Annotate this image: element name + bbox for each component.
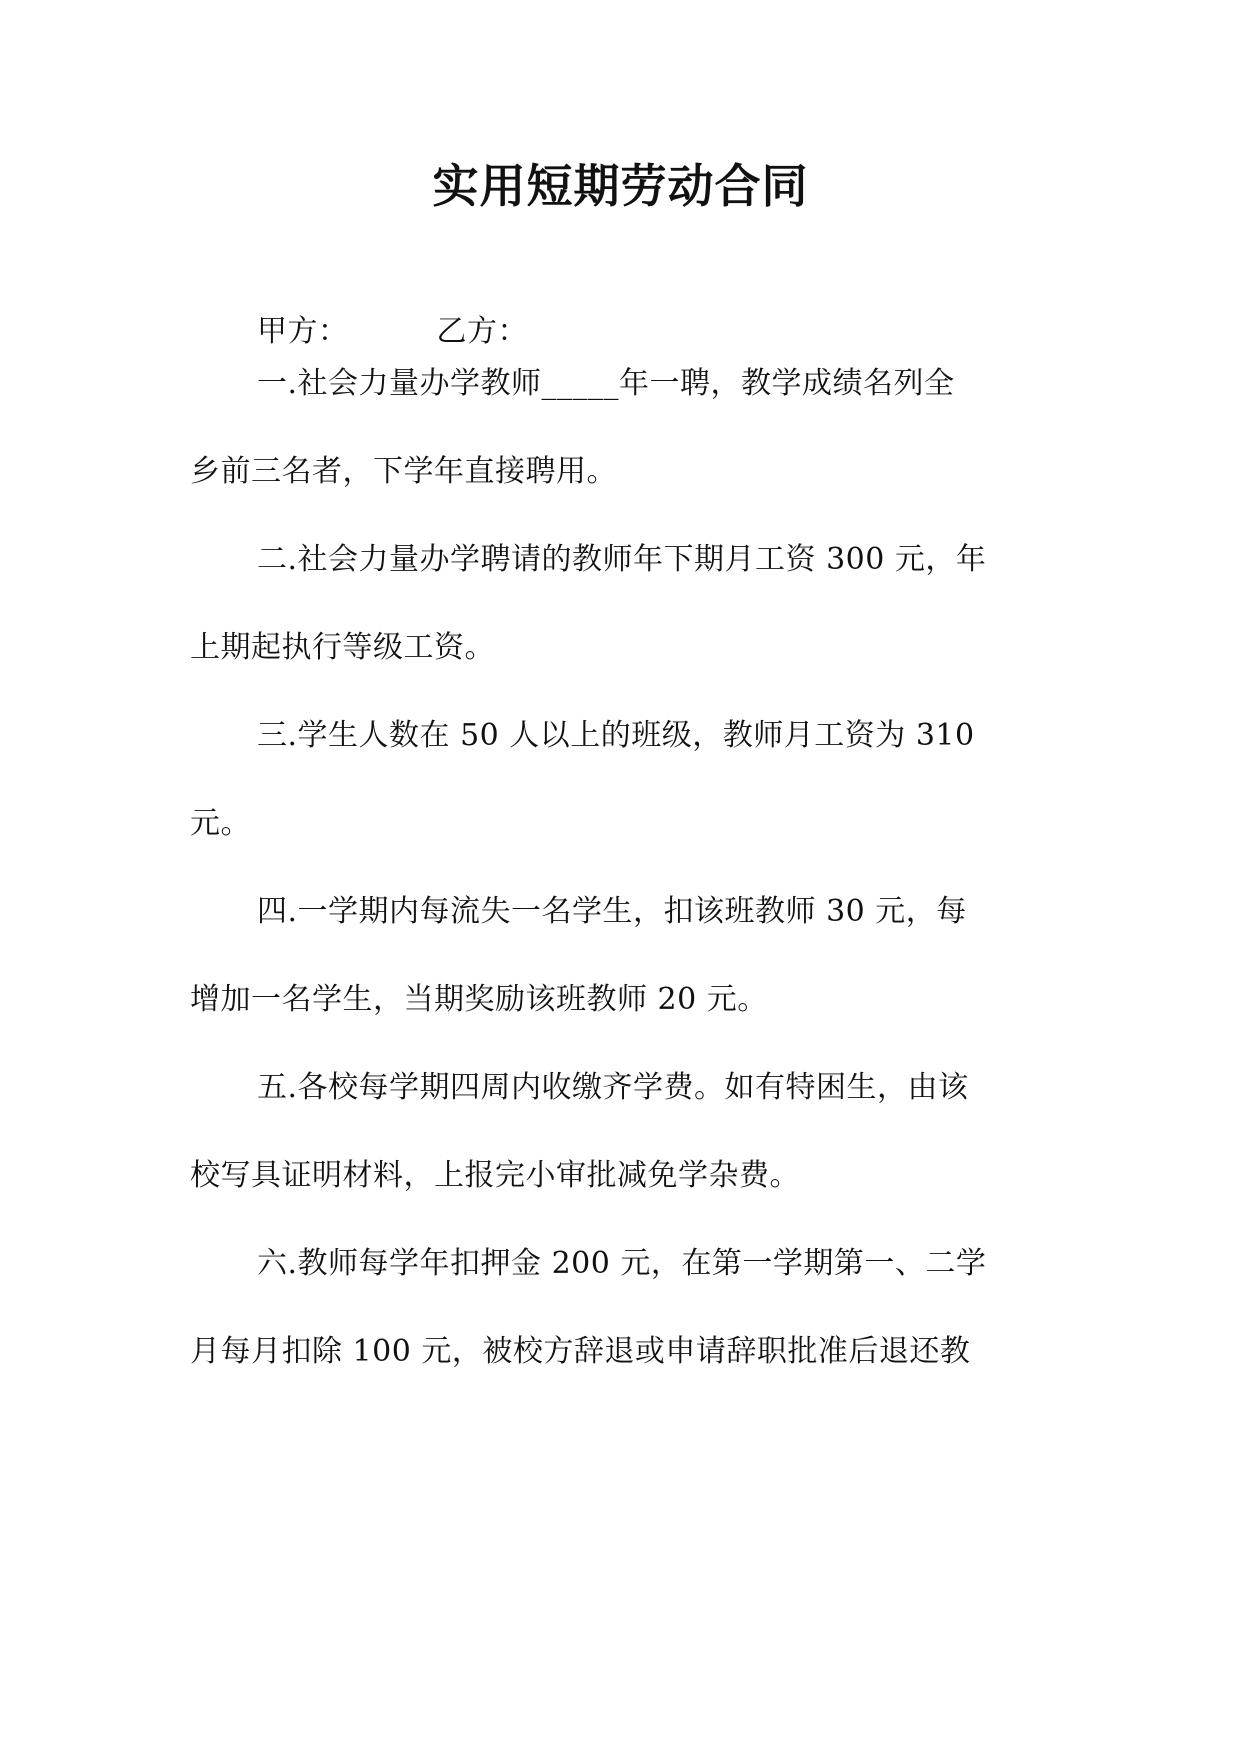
clause-6-line-2: 月每月扣除 100 元，被校方辞退或申请辞职批准后退还教 bbox=[190, 1334, 971, 1369]
clause-3-line-2: 元。 bbox=[190, 806, 251, 841]
clause-1-line-1: 一.社会力量办学教师_____年一聘，教学成绩名列全 bbox=[257, 366, 955, 401]
clause-6-line-1: 六.教师每学年扣押金 200 元，在第一学期第一、二学 bbox=[257, 1246, 987, 1281]
clause-5-line-2: 校写具证明材料，上报完小审批减免学杂费。 bbox=[190, 1158, 800, 1193]
party-a-label: 甲方： bbox=[257, 314, 349, 349]
clause-2-line-1: 二.社会力量办学聘请的教师年下期月工资 300 元，年 bbox=[257, 542, 987, 577]
document-title: 实用短期劳动合同 bbox=[432, 159, 809, 213]
party-b-label: 乙方： bbox=[436, 314, 528, 349]
clause-3-line-1: 三.学生人数在 50 人以上的班级，教师月工资为 310 bbox=[257, 718, 975, 753]
parties-line bbox=[257, 312, 528, 352]
clause-5-line-1: 五.各校每学期四周内收缴齐学费。如有特困生，由该 bbox=[257, 1070, 969, 1105]
clause-2-line-2: 上期起执行等级工资。 bbox=[190, 630, 495, 665]
clause-1-line-2: 乡前三名者，下学年直接聘用。 bbox=[190, 454, 617, 489]
clause-4-line-2: 增加一名学生，当期奖励该班教师 20 元。 bbox=[190, 982, 768, 1017]
clause-4-line-1: 四.一学期内每流失一名学生，扣该班教师 30 元，每 bbox=[257, 894, 967, 929]
